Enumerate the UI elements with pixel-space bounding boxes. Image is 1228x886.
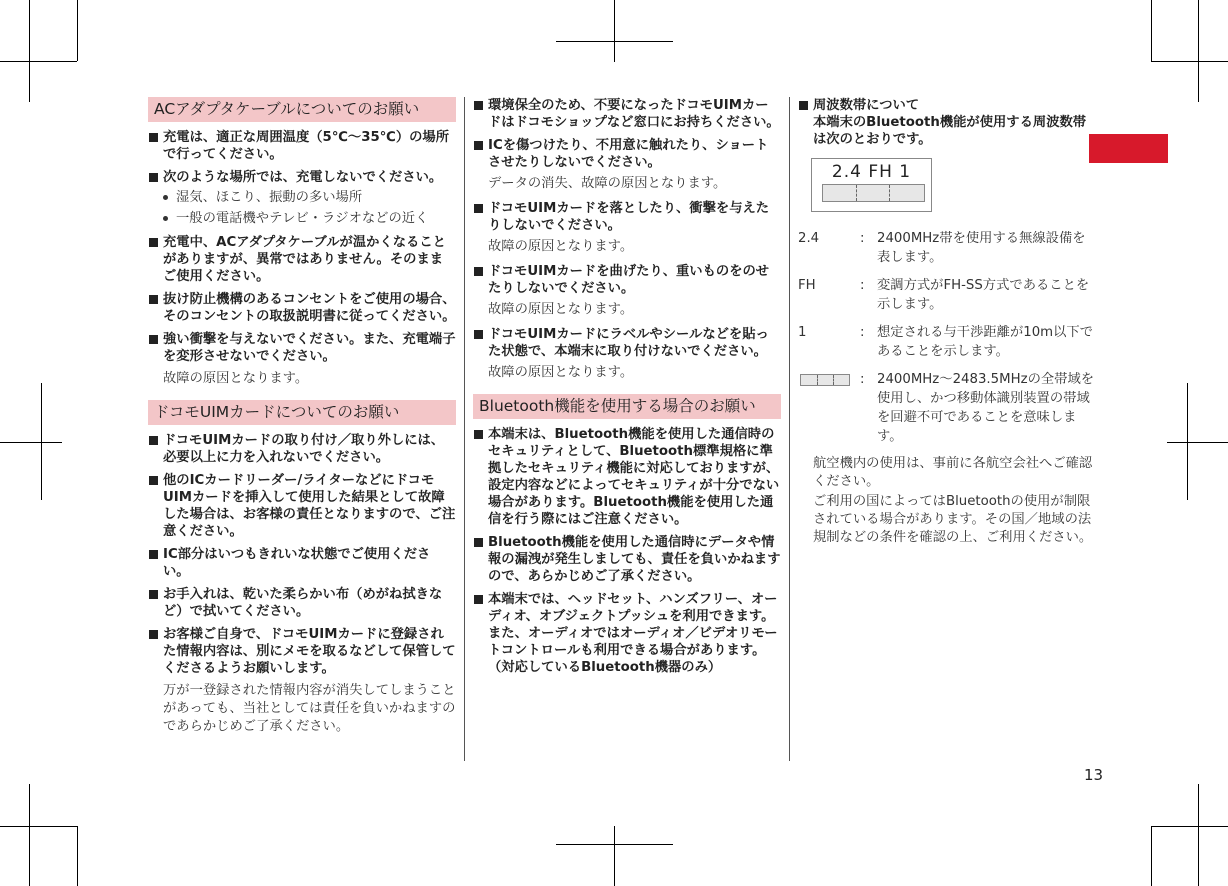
definition-term: 2.4	[798, 231, 820, 246]
note-text: データの消失、故障の原因となります。	[488, 176, 727, 191]
list-item: ドコモUIMカードを曲げたり、重いものをのせたりしないでください。	[473, 263, 781, 297]
section-heading-bluetooth: Bluetooth機能を使用する場合のお願い	[473, 394, 781, 419]
definition-row	[798, 276, 1098, 314]
column-1	[148, 97, 456, 743]
note-text: 故障の原因となります。	[488, 302, 634, 317]
list-item: ICを傷つけたり、不用意に触れたり、ショートさせたりしないでください。	[473, 137, 781, 171]
list-item: 次のような場所では、充電しないでください。	[148, 169, 456, 186]
definition-term: FH	[798, 278, 816, 293]
definition-row	[798, 370, 1098, 446]
definition-desc: 2400MHz帯を使用する無線設備を表します。	[877, 231, 1086, 265]
column-3	[798, 97, 1098, 557]
list-item: お手入れは、乾いた柔らかい布（めがね拭きなど）で拭いてください。	[148, 586, 456, 620]
page-number: 13	[1084, 766, 1104, 784]
definition-colon: :	[860, 372, 865, 387]
frequency-band-bar-icon	[800, 374, 850, 386]
frequency-title: 周波数帯について	[813, 98, 920, 113]
list-item: ドコモUIMカードの取り付け／取り外しには、必要以上に力を入れないでください。	[148, 432, 456, 466]
bullet-item: 一般の電話機やテレビ・ラジオなどの近く	[148, 209, 456, 228]
section-heading-uim-card: ドコモUIMカードについてのお願い	[148, 400, 456, 425]
note-text: 故障の原因となります。	[488, 239, 634, 254]
list-item: お客様ご自身で、ドコモUIMカードに登録された情報内容は、別にメモを取るなどして保管してくださるようお願いします。	[148, 626, 456, 677]
definition-desc: 想定される与干渉距離が10m以下であることを示します。	[877, 325, 1094, 359]
definition-colon: :	[860, 278, 865, 293]
fh-label-diagram	[811, 158, 932, 212]
list-item: IC部分はいつもきれいな状態でご使用ください。	[148, 546, 456, 580]
list-item: 本端末は、Bluetooth機能を使用した通信時のセキュリティとして、Bluetooth標準規格に準拠したセキュリティ機能に対応しておりますが、設定内容などによってセキュリティが十分でない場合があります。Bluetooth機能を使用した通信を行う際にはご注意ください。	[473, 426, 781, 528]
list-item: 本端末では、ヘッドセット、ハンズフリー、オーディオ、オブジェクトプッシュを利用できます。また、オーディオではオーディオ／ビデオリモートコントロールも利用できる場合があります。（対応しているBluetooth機器のみ）	[473, 591, 781, 676]
note-text: 航空機内の使用は、事前に各航空会社へご確認ください。	[813, 456, 1093, 489]
column-2	[473, 97, 781, 682]
list-item: 他のICカードリーダー/ライターなどにドコモUIMカードを挿入して使用した結果として故障した場合は、お客様の責任となりますので、ご注意ください。	[148, 472, 456, 540]
definition-desc: 2400MHz～2483.5MHzの全帯域を使用し、かつ移動体識別装置の帯域を回避不可であることを意味します。	[877, 372, 1095, 444]
definition-row	[798, 229, 1098, 267]
list-item: 充電は、適正な周囲温度（5℃～35℃）の場所で行ってください。	[148, 129, 456, 163]
note-text: ご利用の国によってはBluetoothの使用が制限されている場合があります。その国／地域の法規制などの条件を確認の上、ご利用ください。	[813, 494, 1093, 545]
list-item: ドコモUIMカードを落としたり、衝撃を与えたりしないでください。	[473, 200, 781, 234]
definition-colon: :	[860, 231, 865, 246]
list-item: 環境保全のため、不要になったドコモUIMカードはドコモショップなど窓口にお持ちください。	[473, 97, 781, 131]
definition-term: 1	[798, 325, 807, 340]
frequency-band-bar	[822, 184, 925, 202]
definition-colon: :	[860, 325, 865, 340]
list-item: Bluetooth機能を使用した通信時にデータや情報の漏洩が発生しましても、責任を負いかねますので、あらかじめご了承ください。	[473, 534, 781, 585]
list-item: 強い衝撃を与えないでください。また、充電端子を変形させないでください。	[148, 331, 456, 365]
list-item: 充電中、ACアダプタケーブルが温かくなることがありますが、異常ではありません。そのままご使用ください。	[148, 234, 456, 285]
frequency-description: 本端末のBluetooth機能が使用する周波数帯は次のとおりです。	[813, 115, 1087, 147]
note-text: 万が一登録された情報内容が消失してしまうことがあっても、当社としては責任を負いかねますのであらかじめご了承ください。	[163, 683, 456, 734]
column-divider	[789, 97, 790, 761]
list-item-frequency	[798, 97, 1098, 148]
chapter-tab	[1089, 134, 1168, 163]
definition-list	[798, 229, 1098, 547]
bullet-item: 湿気、ほこり、振動の多い場所	[148, 188, 456, 207]
definition-row	[798, 323, 1098, 361]
column-divider	[464, 97, 465, 761]
fh-label-text: 2.4 FH 1	[831, 162, 912, 182]
note-text: 故障の原因となります。	[163, 371, 309, 386]
list-item: 抜け防止機構のあるコンセントをご使用の場合、そのコンセントの取扱説明書に従ってください。	[148, 291, 456, 325]
note-text: 故障の原因となります。	[488, 365, 634, 380]
definition-desc: 変調方式がFH-SS方式であることを示します。	[877, 278, 1090, 312]
list-item: ドコモUIMカードにラベルやシールなどを貼った状態で、本端末に取り付けないでください。	[473, 326, 781, 360]
section-heading-ac-adapter: ACアダプタケーブルについてのお願い	[148, 97, 456, 122]
